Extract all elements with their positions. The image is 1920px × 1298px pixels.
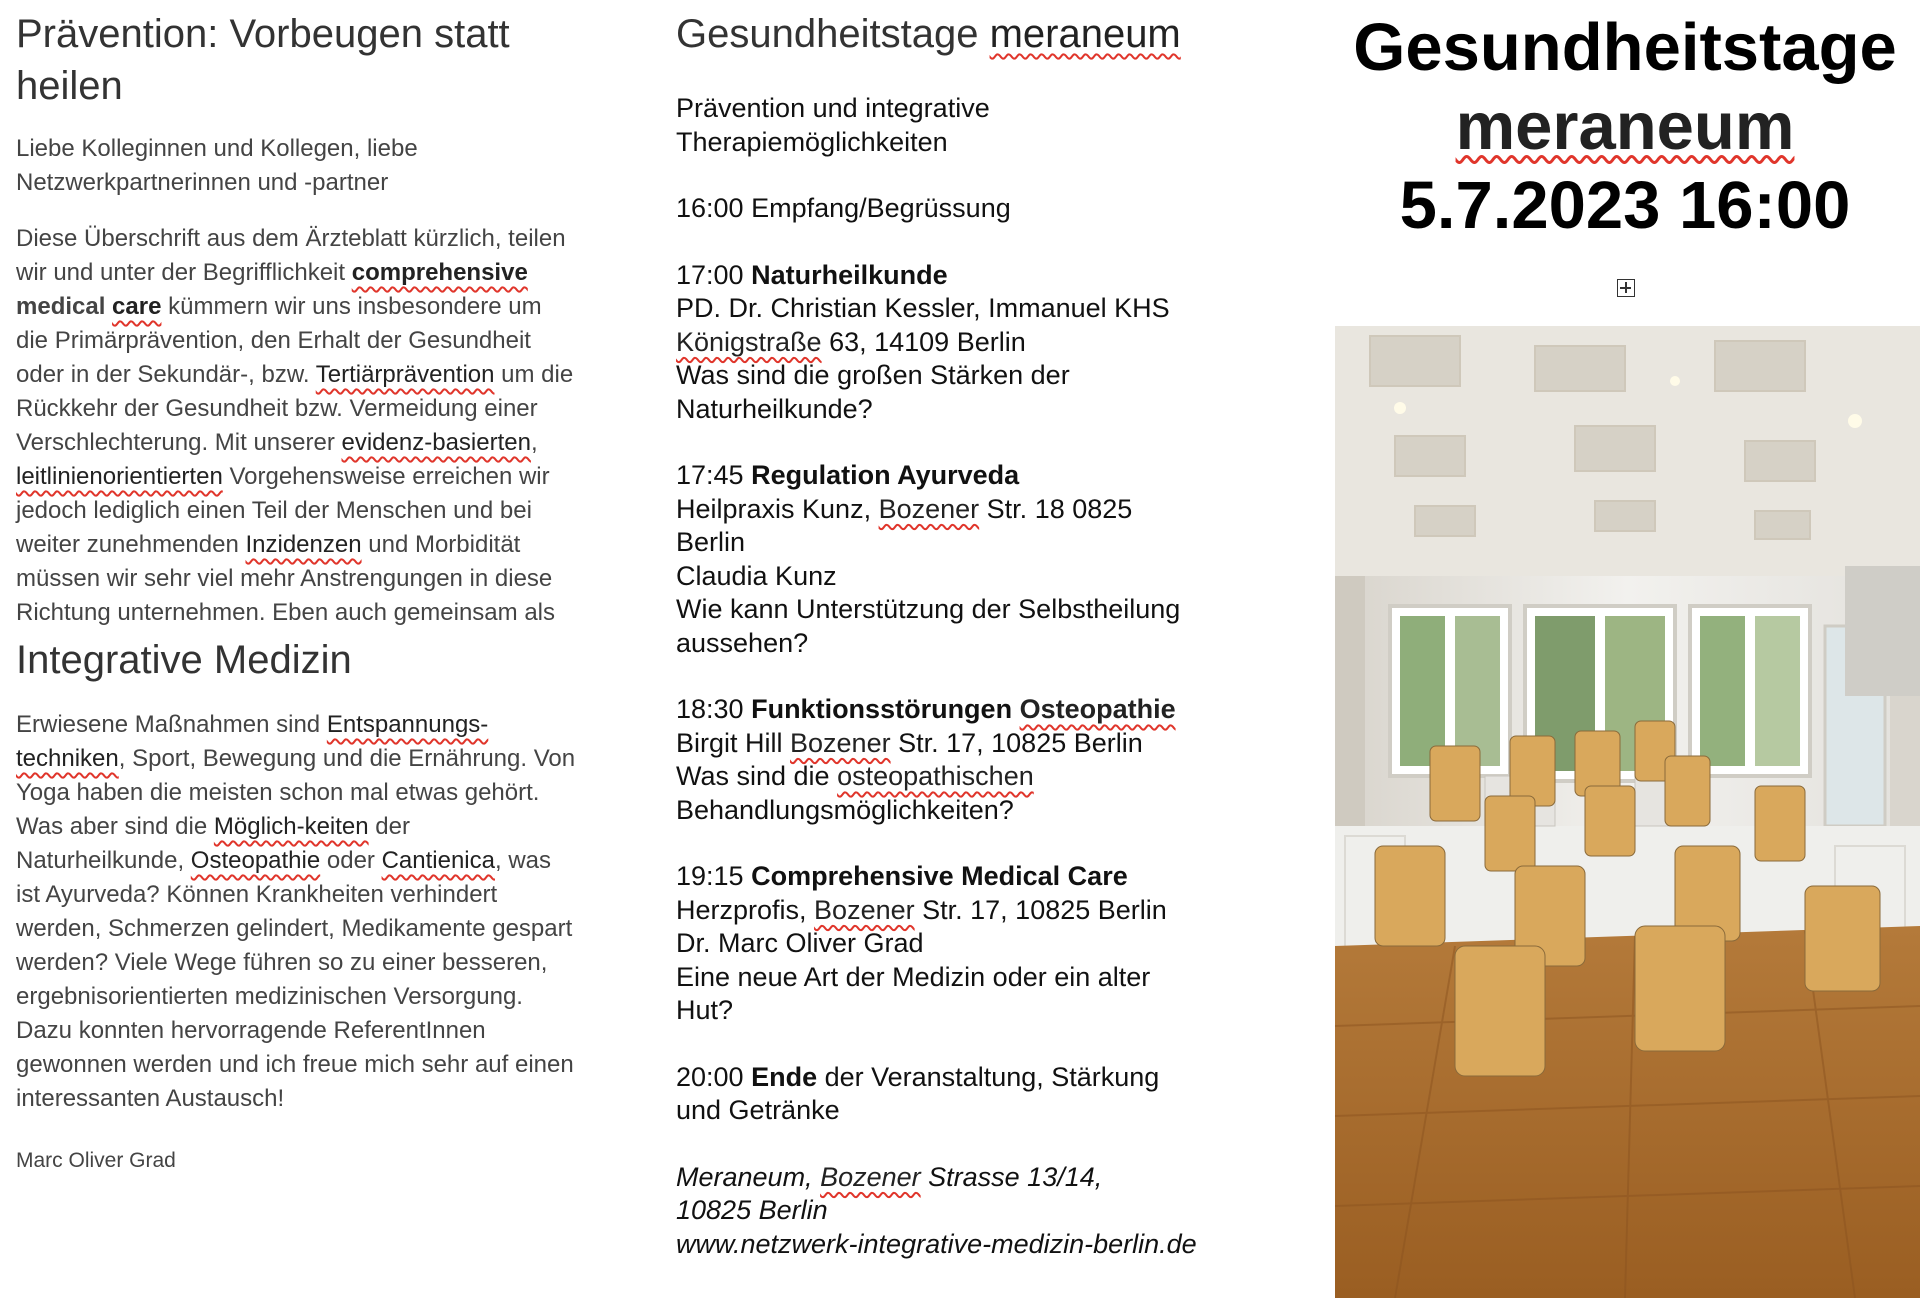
cover-title-line2: meraneum bbox=[1455, 89, 1795, 164]
text-run: Vorgehensweise erreichen wir jedoch lediglich einen Teil der Menschen und bei weiter zunehmenden bbox=[16, 463, 550, 558]
heading-praevention: Prävention: Vorbeugen statt heilen bbox=[16, 12, 510, 108]
text-run: Birgit Hill bbox=[676, 727, 791, 758]
text-run: Gesundheitstage bbox=[676, 12, 990, 56]
text-run: Diese Überschrift aus dem Ärzteblatt kürzlich, teilen wir und unter der Begrifflichkeit bbox=[16, 225, 566, 286]
term-care: care bbox=[112, 293, 162, 320]
topic-osteopathie: Osteopathie bbox=[1019, 694, 1176, 724]
schedule-welcome: 16:00 Empfang/Begrüssung bbox=[676, 193, 1011, 223]
text-run: Str. 18 0825 Berlin bbox=[676, 493, 1133, 557]
street: Bozener bbox=[878, 493, 980, 524]
left-column bbox=[16, 8, 581, 1178]
schedule-item-osteopathie bbox=[676, 693, 1266, 827]
text-run: der Veranstaltung, Stärkung und Getränke bbox=[676, 1061, 1160, 1125]
text-run: um die Rückkehr der Gesundheit bzw. Vermeidung einer Verschlechterung. Mit unserer bbox=[16, 361, 574, 456]
text-run: Str. 17, 10825 Berlin bbox=[914, 894, 1167, 925]
topic: Regulation Ayurveda bbox=[751, 460, 1020, 490]
text-run: Erwiesene Maßnahmen sind bbox=[16, 711, 327, 738]
term-tertiaer: Tertiärprävention bbox=[315, 361, 495, 388]
question: Behandlungsmöglichkeiten? bbox=[676, 794, 1014, 825]
term-entspannung: Entspannungs-techniken bbox=[16, 711, 489, 772]
website-link[interactable]: www.netzwerk-integrative-medizin-berlin.de bbox=[676, 1228, 1197, 1259]
text-run: und Morbidität müssen wir sehr viel mehr Anstrengungen in diese Richtung unternehmen. Eben auch gemeinsam als bbox=[16, 531, 555, 626]
text-run: Meraneum, bbox=[676, 1161, 821, 1192]
text-run: , Sport, Bewegung und die Ernährung. Von Yoga haben die meisten schon mal etwas gehört. Was aber sind die bbox=[16, 745, 576, 840]
street: Königstraße bbox=[676, 326, 822, 357]
text-run: , was ist Ayurveda? Können Krankheiten verhindert werden, Schmerzen gelindert, Medikamente gespart werden? Viele Wege führen so zu einer besseren, ergebnisorientierten medizinischen Versorgung. Dazu konnten hervorragende ReferentInnen gewonnen werden und ich freue mich sehr auf einen interessanten Austausch! bbox=[16, 847, 574, 1112]
cover-title-line1: Gesundheitstage bbox=[1353, 10, 1897, 85]
text-run: Str. 17, 10825 Berlin bbox=[890, 727, 1143, 758]
room-photo bbox=[1335, 326, 1920, 1298]
speaker: PD. Dr. Christian Kessler, Immanuel KHS bbox=[676, 293, 1170, 323]
street: Bozener bbox=[820, 1161, 921, 1192]
text-run: der Naturheilkunde, bbox=[16, 813, 410, 874]
time: 18:30 bbox=[676, 694, 752, 724]
text-run: kümmern wir uns insbesondere um die Primärprävention, den Erhalt der Gesundheit oder in der Sekundär-, bzw. bbox=[16, 293, 542, 388]
measures-paragraph bbox=[16, 708, 576, 1116]
question: Eine neue Art der Medizin oder ein alter Hut? bbox=[676, 961, 1151, 1025]
program-title bbox=[676, 8, 1266, 60]
program-subtitle: Prävention und integrative Therapiemöglichkeiten bbox=[676, 93, 990, 157]
schedule-item-ayurveda bbox=[676, 459, 1266, 660]
schedule-item-naturheilkunde bbox=[676, 259, 1266, 427]
term-medical: medical bbox=[16, 293, 113, 320]
cover-title bbox=[1330, 8, 1920, 245]
time: 17:00 bbox=[676, 259, 752, 290]
text-run: Heilpraxis Kunz, bbox=[676, 493, 879, 524]
term-inzidenzen: Inzidenzen bbox=[245, 531, 362, 558]
speaker: Claudia Kunz bbox=[676, 560, 837, 591]
speaker: Dr. Marc Oliver Grad bbox=[676, 928, 924, 958]
question: Was sind die großen Stärken der Naturheilkunde? bbox=[676, 360, 1070, 424]
text-run: Strasse 13/14, bbox=[920, 1161, 1103, 1192]
term-evidenz: evidenz-basierten bbox=[341, 429, 531, 456]
intro-paragraph bbox=[16, 222, 576, 630]
schedule-item-end bbox=[676, 1061, 1266, 1128]
term-comprehensive: comprehensive bbox=[351, 259, 528, 286]
term-moeglichkeiten: Möglich-keiten bbox=[213, 813, 369, 840]
street: Bozener bbox=[814, 894, 915, 925]
topic: Comprehensive Medical Care bbox=[751, 861, 1128, 891]
schedule-item-comprehensive-care bbox=[676, 860, 1266, 1028]
text-run: Was sind die bbox=[676, 761, 838, 791]
time: 19:15 bbox=[676, 861, 752, 891]
heading-integrative: Integrative Medizin bbox=[16, 638, 352, 682]
text-run: 63, 14109 Berlin bbox=[821, 326, 1026, 357]
term-meraneum: meraneum bbox=[989, 12, 1181, 56]
greeting: Liebe Kolleginnen und Kollegen, liebe Netzwerkpartnerinnen und -partner bbox=[16, 135, 418, 196]
program-column bbox=[676, 8, 1266, 1261]
question: Wie kann Unterstützung der Selbstheilung aussehen? bbox=[676, 594, 1181, 658]
time: 17:45 bbox=[676, 460, 752, 490]
term-leitlinien: leitlinienorientierten bbox=[16, 463, 223, 490]
venue-address bbox=[676, 1161, 1266, 1262]
term-osteopathischen: osteopathischen bbox=[837, 761, 1034, 791]
cover-date: 5.7.2023 16:00 bbox=[1399, 168, 1851, 243]
text-run: Herzprofis, bbox=[676, 894, 815, 925]
cover-column bbox=[1330, 0, 1920, 245]
text-run: oder bbox=[320, 847, 382, 874]
room-photo-illustration bbox=[1335, 326, 1920, 1298]
signature: Marc Oliver Grad bbox=[16, 1149, 176, 1172]
text-run: , bbox=[530, 429, 538, 456]
term-cantienica: Cantienica bbox=[381, 847, 495, 874]
expand-icon[interactable] bbox=[1617, 279, 1635, 297]
street: Bozener bbox=[790, 727, 891, 758]
time: 20:00 bbox=[676, 1061, 752, 1092]
topic: Naturheilkunde bbox=[751, 259, 948, 290]
city: 10825 Berlin bbox=[676, 1195, 828, 1225]
topic: Ende bbox=[751, 1061, 818, 1092]
term-osteopathie: Osteopathie bbox=[190, 847, 321, 874]
topic: Funktionsstörungen bbox=[751, 694, 1020, 724]
